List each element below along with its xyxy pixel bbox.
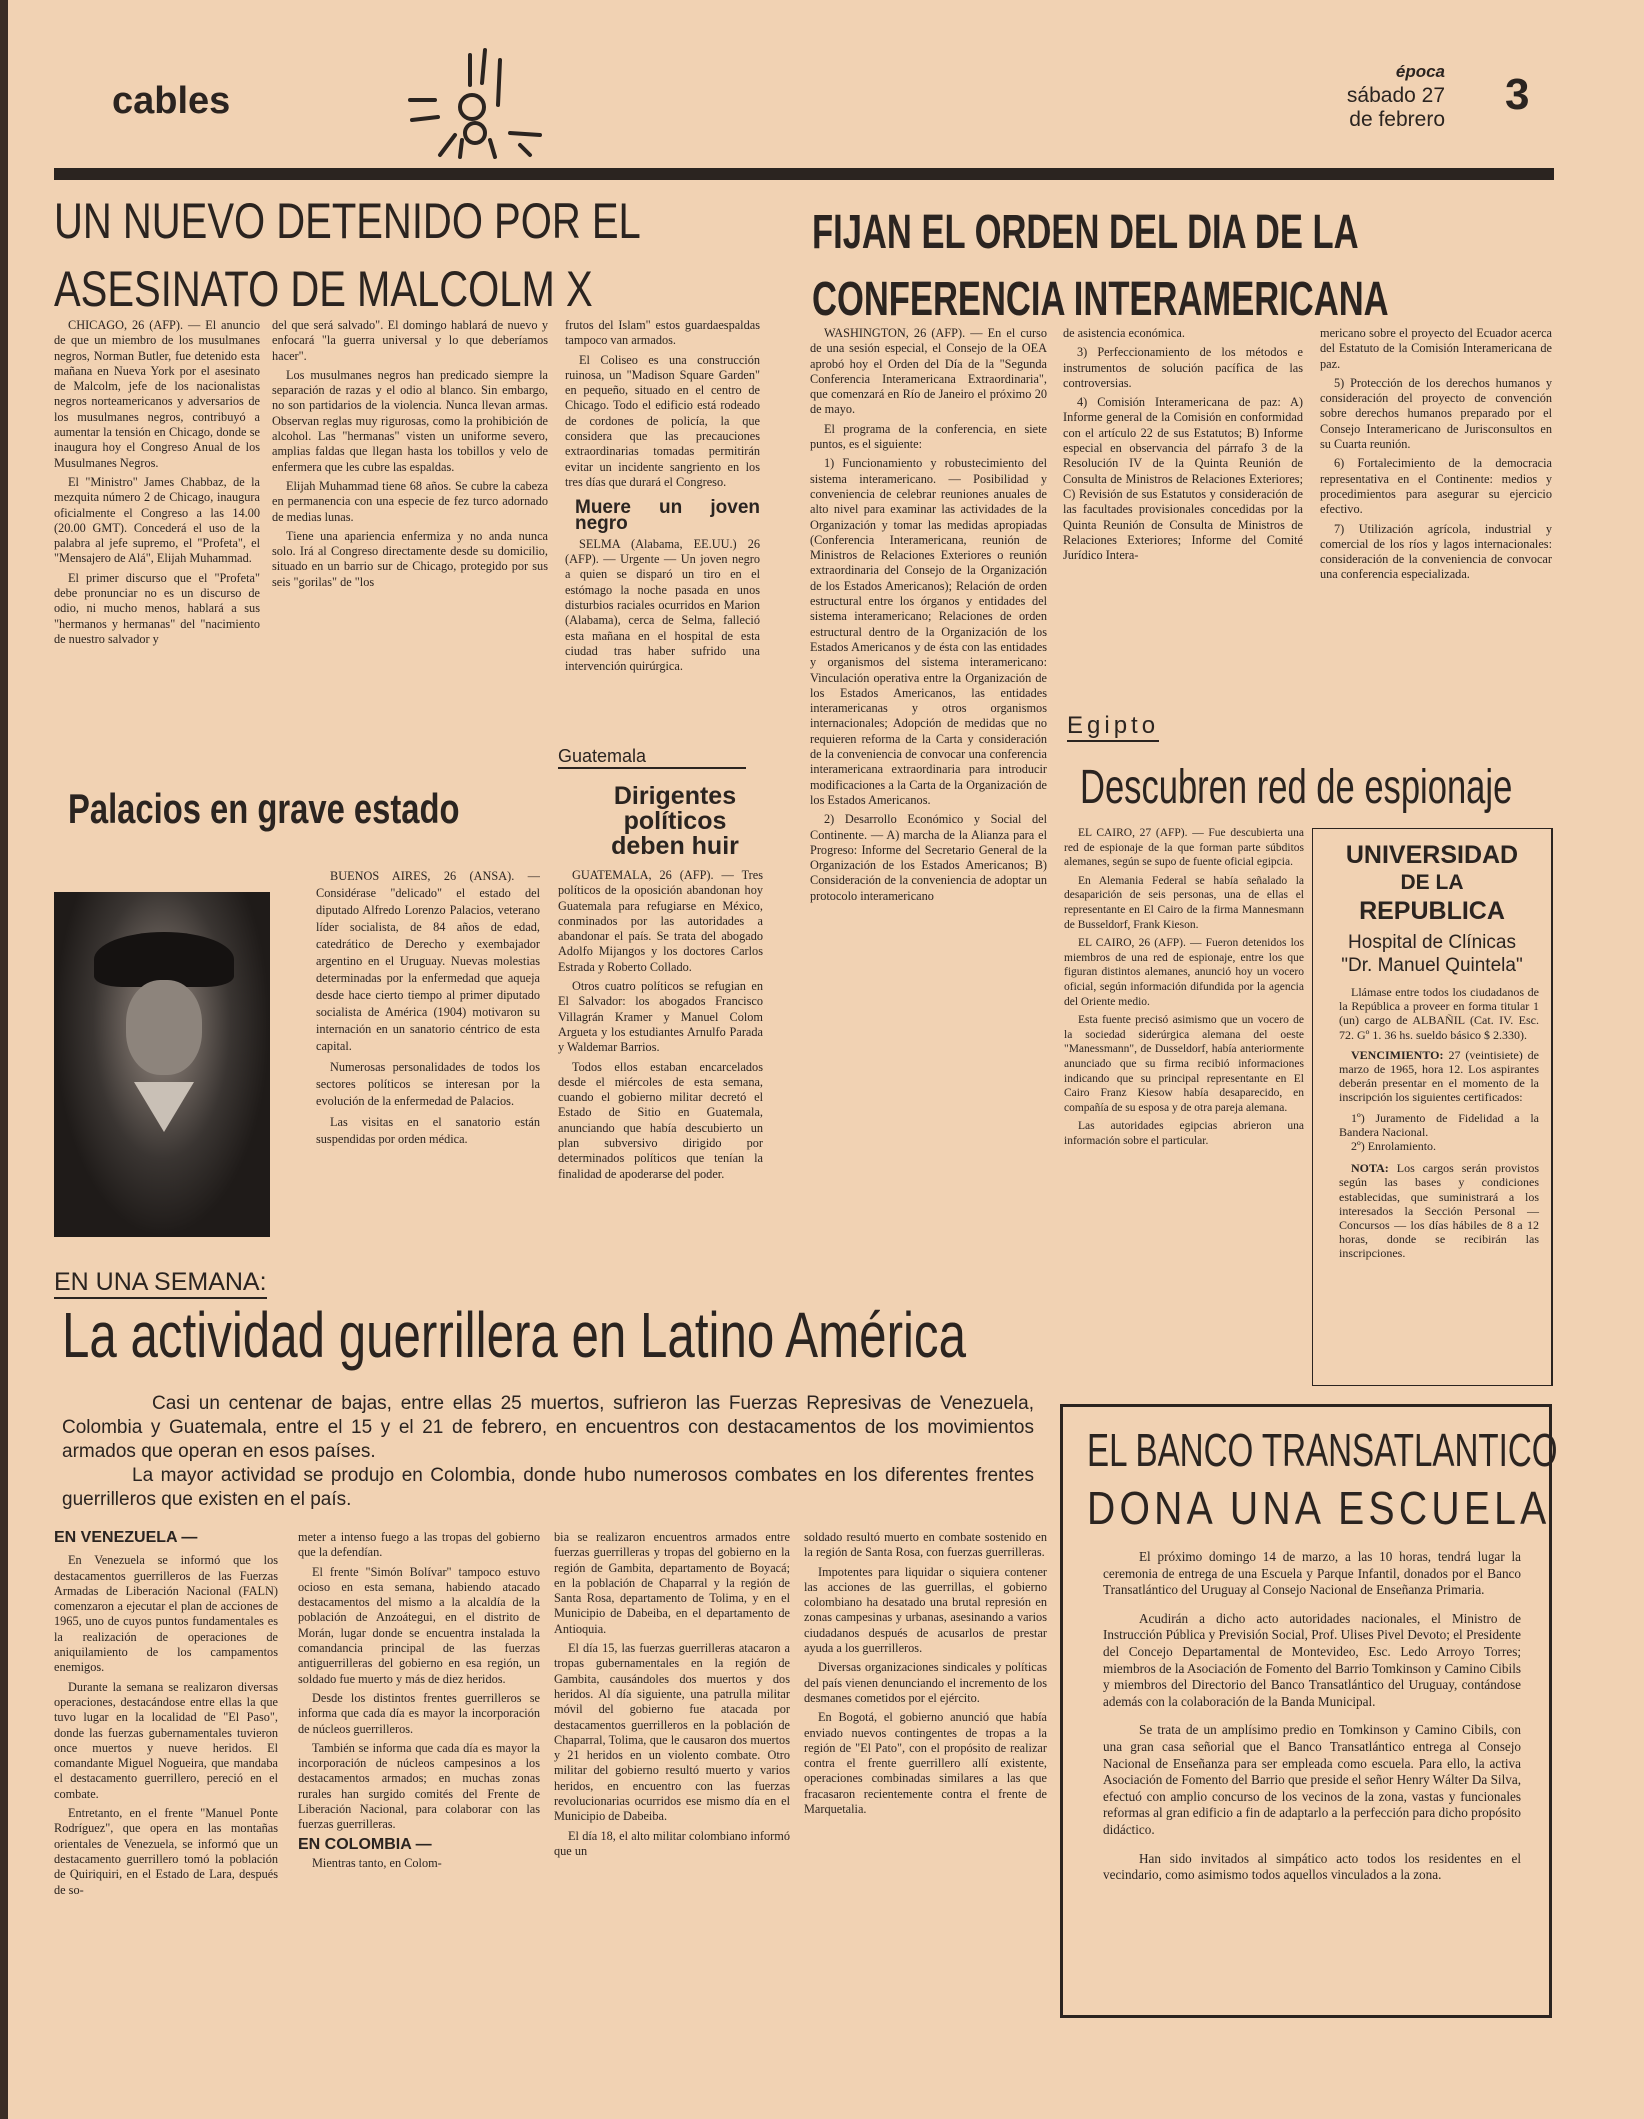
- subhead-venezuela: EN VENEZUELA —: [54, 1530, 198, 1546]
- guatemala-headline-line1: Dirigentes: [613, 782, 737, 810]
- paragraph: Diversas organizaciones sindicales y políticas del país vienen denunciando el incremento de los desmanes cometidos por el ejército.: [804, 1660, 1047, 1705]
- guatemala-kicker: Guatemala: [558, 746, 746, 769]
- collar-shape: [134, 1082, 194, 1132]
- malcolm-col-1: [54, 318, 260, 758]
- paragraph: El frente "Simón Bolívar" tampoco estuvo ocioso en esta semana, habiendo atacado destacamentos del mismo a la alcaldía de la población de Anzoátegui, en el distrito de Morán, lugar donde se encuentra instalada la comandancia principal de las fuerzas antiguerrilleras del gobierno en esa región, un soldado fue muerto y más de diez heridos.: [298, 1564, 540, 1686]
- ad-requirement-1: 1º) Juramento de Fidelidad a la Bandera Nacional.: [1339, 1110, 1539, 1139]
- paragraph: Los musulmanes negros han predicado siempre la separación de razas y el odio al blanco. Sin embargo, no son partidarios de la violencia. Nunca llevan armas. Observan reglas muy rigurosas, como la prohibición de alcohol. Las "hermanas" visten un uniforme severo, amplias faldas que llegan hasta los tobillos y velo de enfermera que les cubre las espaldas.: [272, 367, 548, 474]
- paragraph: EL CAIRO, 26 (AFP). — Fueron detenidos los miembros de una red de espionaje, entre los que figuran distintos alemanes, anunció hoy un vocero oficial, según información difundida por la agencia del Oriente medio.: [1064, 937, 1304, 1008]
- paragraph: Las visitas en el sanatorio están suspendidas por orden médica.: [316, 1115, 540, 1146]
- ad-nota: [1339, 1161, 1539, 1260]
- ad-subtitle-line1: Hospital de Clínicas: [1348, 932, 1516, 953]
- date-line-2: de febrero: [1349, 108, 1445, 131]
- paragraph: El "Ministro" James Chabbaz, de la mezquita número 2 de Chicago, inaugura oficialmente el Congreso a las 14.00 (20.00 GMT). Concederá el uso de la palabra al jefe supremo, el "Profeta", el "Mensajero de Alá", Elijah Muhammad.: [54, 474, 260, 566]
- paper-name: época: [1395, 62, 1445, 81]
- ad-vencimiento: [1339, 1048, 1539, 1105]
- paragraph: En Alemania Federal se había señalado la desaparición de seis personas, una de ellas el representante en El Cairo de la firma Mannesmann de Busseldorf, Frank Kieson.: [1064, 874, 1304, 931]
- banco-box: [1060, 1404, 1558, 2018]
- guerrilla-col-4: [804, 1530, 1047, 2022]
- selma-headline: Muere un joven negro: [575, 497, 760, 534]
- paragraph: Elijah Muhammad tiene 68 años. Se cubre la cabeza en permanencia con una especie de fez turco adornado de medias lunas.: [272, 478, 548, 524]
- lead-paragraph: Casi un centenar de bajas, entre ellas 25 muertos, sufrieron las Fuerzas Represivas de Venezuela, Colombia y Guatemala, entre el 15 y el 21 de febrero, en encuentros con destacamentos de los movimientos armados que operan en esos países.: [62, 1393, 1034, 1462]
- guerrilla-col-1: [54, 1530, 278, 2022]
- paragraph: 5) Protección de los derechos humanos y consideración del proyecto de convención sobre derechos humanos preparado por el Consejo Interamericano de Jurisconsultos en su Cuarta reunión.: [1320, 375, 1552, 452]
- paragraph: CHICAGO, 26 (AFP). — El anuncio de que un miembro de los musulmanes negros, Norman Butler, fue detenido esta mañana en Nueva York por el asesinato de Malcolm, jefe de los nacionalistas negros norteamericanos y adversarios de los musulmanes negros, contribuyó a aumentar la tensión en Chicago, donde se inaugura hoy el Congreso Anual de los Musulmanes Negros.: [54, 318, 260, 470]
- malcolm-headline: [54, 192, 787, 318]
- palacios-body: [316, 868, 540, 1263]
- paragraph: Tiene una apariencia enfermiza y no anda nunca solo. Irá al Congreso directamente desde su domicilio, situado en un barrio sur de Chicago, protegido por sus seis "gorilas" de "los: [272, 528, 548, 589]
- oea-headline-line1: FIJAN EL ORDEN DEL DIA DE LA: [812, 206, 1359, 259]
- hat-shape: [94, 932, 234, 987]
- universidad-ad: [1312, 828, 1553, 1386]
- paragraph: bia se realizaron encuentros armados entre fuerzas guerrilleras y tropas del gobierno en la región de Gambita, departamento de Boyacá; en la población de Chaparral y la región de Santa Rosa, departamento de Tolima, y en el Municipio de Dabeiba, en el departamento de Antioquia.: [554, 1530, 790, 1636]
- malcolm-col-3: [565, 318, 760, 758]
- ad-title-line1: UNIVERSIDAD: [1345, 841, 1519, 869]
- palacios-photo: [54, 892, 270, 1237]
- page-number: 3: [1505, 70, 1530, 119]
- paragraph: Otros cuatro políticos se refugian en El Salvador: los abogados Francisco Villagrán Kramer y Manuel Colom Argueta y los estudiantes Arnulfo Parada y Waldemar Barrios.: [558, 979, 763, 1055]
- ad-requirement-2: 2º) Enrolamiento.: [1351, 1139, 1437, 1154]
- guerrilla-col-2: [298, 1530, 540, 2022]
- paragraph: meter a intenso fuego a las tropas del gobierno que la defendían.: [298, 1530, 540, 1560]
- ad-body: Llámase entre todos los ciudadanos de la República a proveer en forma titular 1 (un) cargo de ALBAÑIL (Cat. IV. Esc. 72. Gº 1. 36 hs. sueldo básico $ 2.330).: [1339, 985, 1539, 1042]
- face-shape: [126, 980, 202, 1075]
- paragraph: En Venezuela se informó que los destacamentos guerrilleros de las Fuerzas Armadas de Liberación Nacional (FALN) comenzaron a ejecutar el plan de acciones de 1965, uno de cuyos puntos fundamentales es la realización de operaciones de aniquilamiento de los campamentos enemigos.: [54, 1553, 278, 1675]
- paragraph: Se trata de un amplísimo predio en Tomkinson y Camino Cibils, con una gran casa señorial que el Banco Transatlántico entrega al Consejo Nacional de Enseñanza para ser empleada como escuela. Para ello, la activa Asociación de Fomento del Barrio que preside el señor Henry Wálter Da Silva, efectuó con amplio concurso de los vecinos de la zona, vastas y funcionales reformas al gran edificio a fin de adaptarlo a la perfección para dicho propósito didáctico.: [1103, 1722, 1521, 1837]
- paragraph: frutos del Islam" estos guardaespaldas tampoco van armados.: [565, 318, 760, 348]
- oea-headline: [812, 205, 1613, 327]
- paragraph: SELMA (Alabama, EE.UU.) 26 (AFP). — Urgente — Un joven negro a quien se disparó un tiro en el estómago la noche pasada en unos disturbios raciales ocurridos en Marion (Alabama), cerca de Selma, falleció esta mañana en el hospital de esta ciudad tras haber sufrido una intervención quirúrgica.: [565, 536, 760, 674]
- paragraph: El día 15, las fuerzas guerrilleras atacaron a tropas gubernamentales en la región de Gambita, causándoles dos muertos y dos heridos. Al día siguiente, una patrulla militar móvil del gobierno fue atacada por destacamentos guerrilleros en la población de Chaparral, Tolima, que le causaron dos muertos y 21 heridos en un violento combate. Otro militar del gobierno resultó muerto y varios heridos, en encuentro con las fuerzas revolucionarias ocurridos ese mismo día en el Municipio de Dabeiba.: [554, 1641, 790, 1824]
- paragraph: 1) Funcionamiento y robustecimiento del sistema interamericano. — Posibilidad y conveniencia de celebrar reuniones anuales de alto nivel para examinar las actividades de la Organización y tomar las medidas apropiadas (Conferencia Interamericana, reunión de Ministros de Relaciones Exteriores o reunión extraordinaria del Consejo de la Organización de los Estados Americanos); Relación de orden estructural entre los órganos y entidades del sistema interamericano; Relaciones de orden estructural dentro de la Organización de los Estados Americanos y de ésta con las entidades y organismos del sistema interamericano: Vinculación operativa entre la Organización de los Estados Americanos, las entidades interamericanas y otros organismos internacionales; Adopción de medidas que no requieren reforma de la Carta y consideración de la conveniencia de convocar una conferencia interamericana extraordinaria para introducir modificaciones a la Carta de la Organización de los Estados Americanos.: [810, 456, 1047, 807]
- section-title: cables: [112, 80, 231, 122]
- paragraph: 7) Utilización agrícola, industrial y comercial de los ríos y lagos internacionales: consideración de la conveniencia de convocar una conferencia especializada.: [1320, 521, 1552, 582]
- paragraph: WASHINGTON, 26 (AFP). — En el curso de una sesión especial, el Consejo de la OEA aprobó hoy el Orden del Día de la "Segunda Conferencia Interamericana Extraordinaria", que comenzará en Río de Janeiro el próximo 20 de mayo.: [810, 326, 1047, 417]
- paragraph: Todos ellos estaban encarcelados desde el miércoles de esta semana, cuando el gobierno militar decretó el Estado de Sitio en Guatemala, anunciando que había descubierto un plan subversivo dirigido por determinados políticos que tenían la finalidad de apoderarse del poder.: [558, 1059, 763, 1181]
- malcolm-headline-line1: UN NUEVO DETENIDO POR EL: [54, 193, 641, 249]
- oea-col-1: [810, 326, 1047, 1261]
- paragraph: Entretanto, en el frente "Manuel Ponte Rodríguez", que opera en las montañas orientales de Venezuela, se informó que un destacamento guerrillero tomó la población de Quiriquiri, en el Estado de Lara, después de so-: [54, 1806, 278, 1897]
- paragraph: En Bogotá, el gobierno anunció que había enviado nuevos contingentes de tropas a la región de "El Pato", con el propósito de realizar contra el frente guerrillero allí existente, operaciones combinadas similares a las que fracasaron recientemente contra el frente de Marquetalia.: [804, 1710, 1047, 1817]
- egipto-kicker: Egipto: [1067, 712, 1159, 742]
- paragraph: del que será salvado". El domingo hablará de nuevo y enfocará "la guerra universal y lo que deberíamos hacer".: [272, 318, 548, 363]
- ad-vencimiento-label: VENCIMIENTO:: [1351, 1047, 1444, 1062]
- paragraph: El programa de la conferencia, en siete puntos, es el siguiente:: [810, 421, 1047, 452]
- guerrilla-col-3: [554, 1530, 790, 2022]
- paragraph: EL CAIRO, 27 (AFP). — Fue descubierta una red de espionaje de la que forman parte súbditos alemanes, según se supo de fuente oficial egipcia.: [1064, 827, 1304, 869]
- page-edge: [0, 0, 8, 2119]
- guerrilla-lead: [62, 1392, 1034, 1512]
- paragraph: El Coliseo es una construcción ruinosa, un "Madison Square Garden" en pequeño, situado en el centro de Chicago. Todo el edificio está rodeado de cordones de policía, la que considera que las precauciones extraordinarias tomadas permitirán evitar un incidente sangriento en los tres días que durará el Congreso.: [565, 352, 760, 489]
- paragraph: Durante la semana se realizaron diversas operaciones, destacándose entre ellas la que tuvo lugar en la localidad de "El Paso", donde las fuerzas gubernamentales tuvieron once muertos y nueve heridos. El comandante Miguel Nogueira, que mandaba el destacamento guerrillero, pereció en el combate.: [54, 1679, 278, 1801]
- paragraph: Numerosas personalidades de todos los sectores políticos se interesan por la evolución de la enfermedad de Palacios.: [316, 1060, 540, 1108]
- malcolm-col-2: [272, 318, 548, 758]
- paragraph: Las autoridades egipcias abrieron una información sobre el particular.: [1064, 1120, 1304, 1147]
- ad-title-line2: DE LA: [1400, 871, 1464, 894]
- paragraph: Mientras tanto, en Colom-: [312, 1855, 442, 1870]
- paragraph: El próximo domingo 14 de marzo, a las 10 horas, tendrá lugar la ceremonia de entrega de una Escuela y Parque Infantil, donados por el Banco Transatlántico del Uruguay al Consejo Nacional de Enseñanza Primaria.: [1103, 1549, 1521, 1598]
- paragraph: BUENOS AIRES, 26 (ANSA). — Considérase "delicado" el estado del diputado Alfredo Lorenzo Palacios, veterano líder socialista, de 84 años de edad, catedrático de Derecho y exembajador argentino en el Uruguay. Nuevas molestias determinadas por la enfermedad que aqueja desde hace cierto tiempo al primer diputado socialista de América (1904) motivaron su internación en un sanatorio céntrico de esta capital.: [316, 869, 540, 1053]
- ad-nota-label: NOTA:: [1351, 1161, 1389, 1176]
- paragraph: Acudirán a dicho acto autoridades nacionales, el Ministro de Instrucción Pública y Previsión Social, Prof. Ulises Pivel Devoto; el Presidente del Concejo Departamental de Montevideo, Esc. Ledo Arroyo Torres; miembros de la Asociación de Fomento del Barrio Tomkinson y Camino Cibils y miembros del Directorio del Banco Transatlántico del Uruguay, contándose además con la colaboración de la Banda Municipal.: [1103, 1610, 1521, 1709]
- malcolm-headline-line2: ASESINATO DE MALCOLM X: [54, 261, 593, 317]
- guatemala-headline-line2: políticos: [623, 807, 727, 835]
- paragraph: Han sido invitados al simpático acto todos los residentes en el vecindario, como asimismo todos aquellos vinculados a la zona.: [1103, 1850, 1521, 1883]
- guerrilla-headline: [62, 1298, 1236, 1372]
- guerrilla-headline-text: La actividad guerrillera en Latino América: [62, 1299, 966, 1371]
- paragraph: El primer discurso que el "Profeta" debe pronunciar no es un discurso de odio, ni mucho menos, hablará a sus "hermanos y hermanas" del "nacimiento de nuestro salvador y: [54, 570, 260, 646]
- paragraph: GUATEMALA, 26 (AFP). — Tres políticos de la oposición abandonan hoy Guatemala para refugiarse en México, conminados por las autoridades a abandonar el país. Se trata del abogado Adolfo Mijangos y los doctores Carlos Estrada y Roberto Collado.: [558, 868, 763, 974]
- oea-col-3: [1320, 326, 1552, 692]
- egipto-headline: [1080, 760, 1644, 815]
- ad-nota-text: Los cargos serán provistos según las bases y condiciones establecidas, que suministrará a los interesados la Sección Personal — Concursos — los días hábiles de 8 a 12 horas, donde se recibirán las inscripciones.: [1339, 1161, 1539, 1261]
- guerrilla-kicker: EN UNA SEMANA:: [54, 1268, 267, 1299]
- egipto-headline-text: Descubren red de espionaje: [1080, 761, 1513, 814]
- paragraph: 3) Perfeccionamiento de los métodos e instrumentos de solución pacífica de las controversias.: [1063, 345, 1303, 390]
- paragraph: mericano sobre el proyecto del Ecuador acerca del Estatuto de la Comisión Interamericana de paz.: [1320, 326, 1552, 371]
- masthead-rule: [54, 168, 1554, 180]
- subhead-colombia: EN COLOMBIA —: [298, 1835, 432, 1853]
- paragraph: soldado resultó muerto en combate sostenido en la región de Santa Rosa, con fuerzas guerrilleras.: [804, 1530, 1047, 1560]
- paragraph: Desde los distintos frentes guerrilleros se informa que cada día es mayor la incorporación de núcleos guerrilleros.: [298, 1690, 540, 1736]
- ad-vencimiento-text: 27 (veintisiete) de marzo de 1965, hora 12. Los aspirantes deberán presentar en el momento de la inscripción los siguientes certificados:: [1339, 1047, 1540, 1105]
- banco-headline-line1: EL BANCO TRANSATLANTICO: [1087, 1424, 1558, 1476]
- oea-headline-line2: CONFERENCIA INTERAMERICANA: [812, 273, 1389, 326]
- ad-subtitle-line2: "Dr. Manuel Quintela": [1341, 955, 1523, 976]
- paragraph: También se informa que cada día es mayor la incorporación de núcleos campesinos a los destacamentos armados; en muchas zonas rurales han surgido comités del Frente de Liberación Nacional, para colaborar con las fuerzas guerrilleras.: [298, 1740, 540, 1832]
- paragraph: 2) Desarrollo Económico y Social del Continente. — A) marcha de la Alianza para el Progreso: Informe del Secretario General de la Organización de los Estados Americanos; B) Consideración de la conveniencia de adoptar un protocolo interamericano: [810, 812, 1047, 903]
- palacios-headline: [68, 785, 570, 833]
- paragraph: Esta fuente precisó asimismo que un vocero de la sociedad siderúrgica alemana del oeste "Manessmann", de Dusseldorf, había anteriormente anunciado que su firma recibió informaciones indicando que su principal representante en El Cairo Franz Kiesow había desaparecido, en compañía de su esposa y de otra pareja alemana.: [1064, 1014, 1304, 1114]
- date-line-1: sábado 27: [1346, 84, 1445, 107]
- guatemala-headline-line3: deben huir: [611, 832, 739, 860]
- ad-title-line3: REPUBLICA: [1359, 897, 1505, 925]
- guatemala-body: [558, 868, 763, 1263]
- lead-paragraph: La mayor actividad se produjo en Colombia, donde hubo numerosos combates en los diferentes frentes guerrilleros que existen en el país.: [62, 1465, 1034, 1510]
- banco-headline-line2: DONA UNA ESCUELA: [1087, 1482, 1551, 1534]
- paragraph: Impotentes para liquidar o siquiera contener las acciones de las guerrillas, el gobierno colombiano ha desatado una brutal represión en zonas campesinas y urbanas, asesinando a varios ciudadanos después de acusarlos de prestar ayuda a los guerrilleros.: [804, 1564, 1047, 1656]
- paragraph: El día 18, el alto militar colombiano informó que un: [554, 1828, 790, 1858]
- banco-headline: [1087, 1423, 1558, 1535]
- oea-col-2: [1063, 326, 1303, 692]
- guatemala-headline: [585, 784, 765, 859]
- paragraph: 4) Comisión Interamericana de paz: A) Informe general de la Comisión en conformidad con el artículo 22 de sus Estatutos; B) Informe especial en observancia del párrafo 3 de la Resolución IV de la Quinta Reunión de Consulta de Ministros de Relaciones Exteriores; C) Revisión de sus Estatutos y consideración de las facultades provisionales concedidas por la Quinta Reunión de Consulta de Ministros de Relaciones Exteriores; Informe del Comité Jurídico Intera-: [1063, 395, 1303, 563]
- paragraph: 6) Fortalecimiento de la democracia representativa en el Continente: medios y procedimientos para asegurar su ejercicio efectivo.: [1320, 456, 1552, 517]
- paragraph: de asistencia económica.: [1063, 326, 1185, 340]
- palacios-headline-text: Palacios en grave estado: [68, 785, 460, 832]
- cartoon-logo-icon: [400, 45, 550, 160]
